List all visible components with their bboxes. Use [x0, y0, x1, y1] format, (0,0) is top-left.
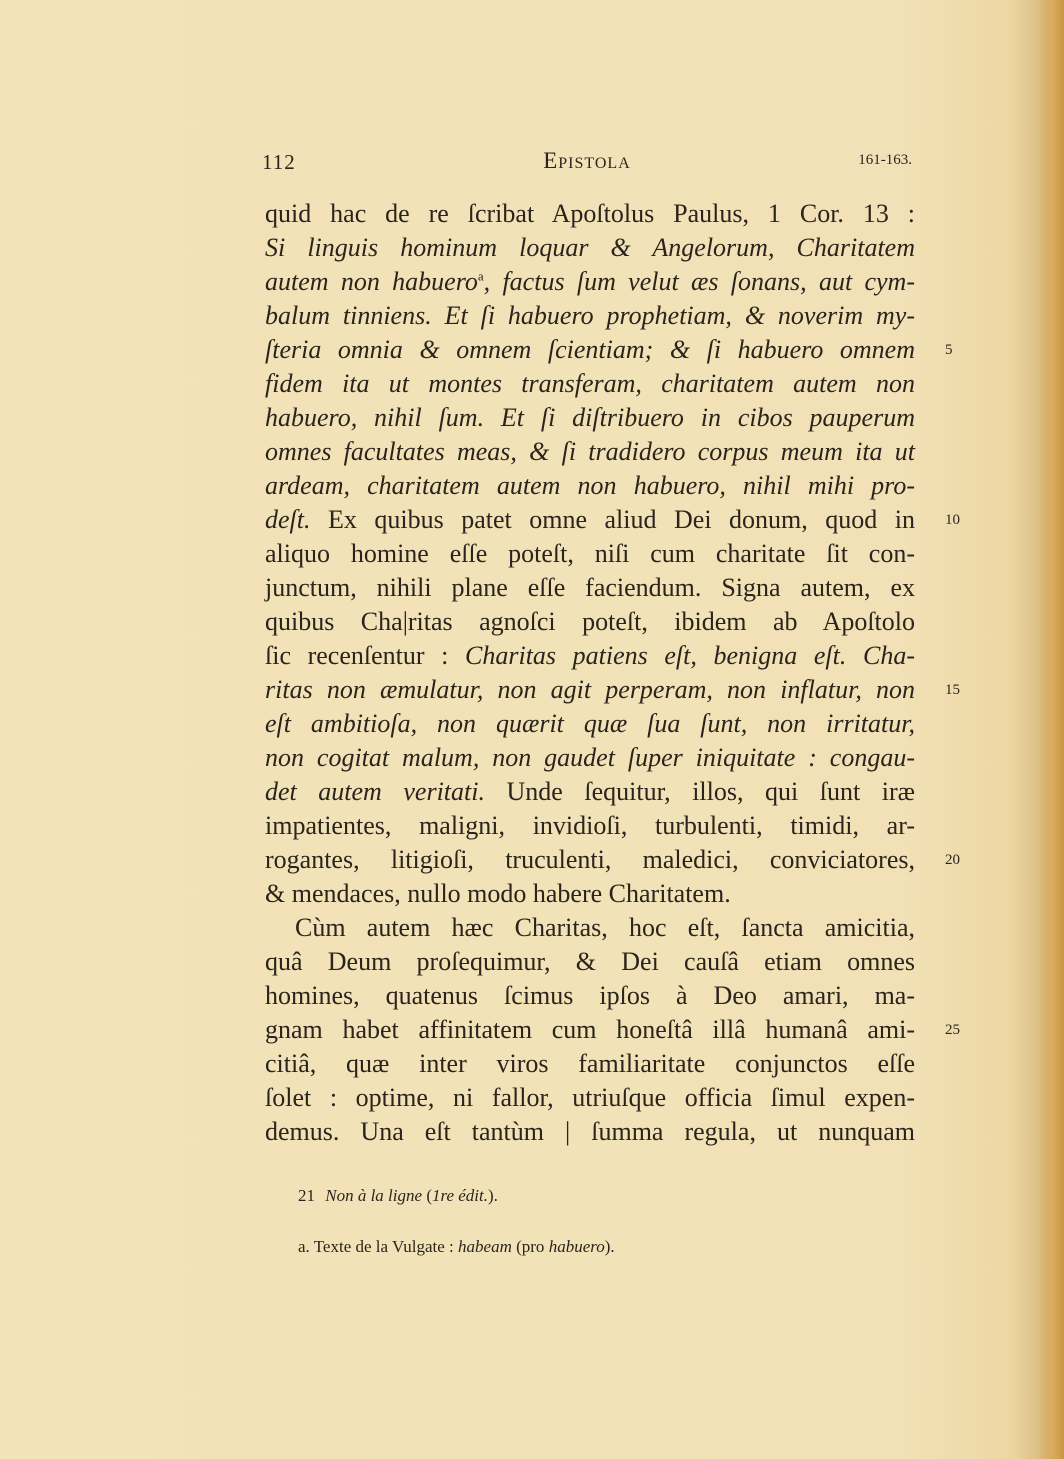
- text-line: [265, 1081, 915, 1115]
- italic-text: fidem ita ut montes transferam, charitatem autem non: [265, 369, 915, 398]
- italic-text: balum tinniens. Et ſi habuero prophetiam, & noverim my-: [265, 301, 915, 330]
- line-number: 25: [945, 1022, 960, 1038]
- section-reference: 161-163.: [858, 152, 912, 168]
- roman-text: gnam habet affinitatem cum honeſtâ illâ humanâ ami-: [265, 1015, 915, 1044]
- roman-text: Cùm autem hæc Charitas, hoc eſt, ſancta amicitia,: [295, 913, 915, 942]
- running-header: [262, 150, 912, 180]
- italic-text: Charitas patiens eſt, benigna eſt. Cha-: [465, 641, 915, 670]
- text-line: [265, 231, 915, 265]
- text-line: [265, 1047, 915, 1081]
- text-line: [265, 197, 915, 231]
- roman-text: aliquo homine eſſe poteſt, niſi cum charitate ſit con-: [265, 539, 915, 568]
- roman-text: quâ Deum proſequimur, & Dei cauſâ etiam omnes: [265, 947, 915, 976]
- italic-text: , factus ſum velut æs ſonans, aut cym-: [483, 267, 915, 296]
- footnote-marker: a.: [298, 1237, 310, 1256]
- italic-text: omnes facultates meas, & ſi tradidero corpus meum ita ut: [265, 437, 915, 466]
- text-line: [265, 877, 915, 911]
- text-line: [265, 911, 915, 945]
- footnote-text: habuero: [548, 1237, 605, 1256]
- footnote-text: ).: [488, 1186, 498, 1205]
- roman-text: junctum, nihili plane eſſe faciendum. Signa autem, ex: [265, 573, 915, 602]
- footnote-a: [298, 1237, 918, 1257]
- line-number: 10: [945, 512, 960, 528]
- line-number: 20: [945, 852, 960, 868]
- footnote-text: (: [422, 1186, 432, 1205]
- text-line: [265, 1115, 915, 1149]
- roman-text: rogantes, litigioſi, truculenti, maledici, conviciatores,: [265, 845, 915, 874]
- roman-text: homines, quatenus ſcimus ipſos à Deo amari, ma-: [265, 981, 915, 1010]
- roman-text: citiâ, quæ inter viros familiaritate conjunctos eſſe: [265, 1049, 915, 1078]
- roman-text: & mendaces, nullo modo habere Charitatem.: [265, 879, 731, 908]
- footnote-text: Texte de la Vulgate :: [309, 1237, 459, 1256]
- roman-text: ſolet : optime, ni fallor, utriuſque officia ſimul expen-: [265, 1083, 915, 1112]
- italic-text: ardeam, charitatem autem non habuero, nihil mihi pro-: [265, 471, 915, 500]
- roman-text: demus. Una eſt tantùm | ſumma regula, ut nunquam: [265, 1117, 915, 1146]
- italic-text: ritas non æmulatur, non agit perperam, non inflatur, non: [265, 675, 915, 704]
- footnote-text: Non à la ligne: [325, 1186, 423, 1205]
- text-line: [265, 401, 915, 435]
- text-line: [265, 1013, 960, 1047]
- text-line: [265, 469, 915, 503]
- roman-text: Unde ſequitur, illos, qui ſunt iræ: [484, 777, 915, 806]
- body-text: [265, 197, 960, 1149]
- footnote-text: ).: [604, 1237, 615, 1256]
- roman-text: Ex quibus patet omne aliud Dei donum, quod in: [310, 505, 915, 534]
- line-number: 5: [945, 342, 953, 358]
- footnote-text: (pro: [511, 1237, 549, 1256]
- text-line: [265, 639, 915, 673]
- footnote-text: 1re édit.: [431, 1186, 489, 1205]
- page-edge-shadow: [1038, 0, 1064, 1459]
- text-line: [265, 435, 915, 469]
- italic-text: autem non habuero: [265, 267, 478, 296]
- roman-text: ſic recenſentur :: [265, 641, 466, 670]
- italic-text: habuero, nihil ſum. Et ſi diſtribuero in cibos pauperum: [265, 403, 915, 432]
- text-line: [265, 537, 915, 571]
- text-line: [265, 333, 953, 367]
- text-line: [265, 775, 915, 809]
- italic-text: ſteria omnia & omnem ſcientiam; & ſi habuero omnem: [265, 335, 915, 364]
- footnote-line-number: 21: [298, 1186, 315, 1205]
- text-line: [265, 367, 915, 401]
- text-line: [265, 945, 915, 979]
- italic-text: Si linguis hominum loquar & Angelorum, Charitatem: [265, 233, 915, 262]
- text-line: [265, 673, 960, 707]
- footnote-text: habeam: [458, 1237, 512, 1256]
- footnote-variant: [298, 1186, 918, 1206]
- roman-text: quid hac de re ſcribat Apoſtolus Paulus, 1 Cor. 13 :: [265, 199, 915, 228]
- text-line: [265, 299, 915, 333]
- text-line: [265, 707, 915, 741]
- roman-text: quibus Cha|ritas agnoſci poteſt, ibidem ab Apoſtolo: [265, 607, 915, 636]
- italic-text: det autem veritati.: [265, 777, 485, 806]
- text-line: [265, 503, 960, 537]
- text-line: [265, 809, 915, 843]
- text-line: [265, 979, 915, 1013]
- running-title: Epistola: [543, 148, 631, 173]
- page-number: 112: [262, 150, 296, 174]
- footnote-reference: a: [477, 268, 484, 284]
- roman-text: impatientes, maligni, invidioſi, turbulenti, timidi, ar-: [265, 811, 915, 840]
- text-line: [265, 571, 915, 605]
- text-line: [265, 605, 915, 639]
- italic-text: deſt.: [265, 505, 311, 534]
- text-line: [265, 843, 960, 877]
- line-number: 15: [945, 682, 960, 698]
- text-line: [265, 265, 915, 299]
- text-line: [265, 741, 915, 775]
- italic-text: non cogitat malum, non gaudet ſuper iniquitate : congau-: [265, 743, 915, 772]
- italic-text: eſt ambitioſa, non quærit quæ ſua ſunt, non irritatur,: [265, 709, 915, 738]
